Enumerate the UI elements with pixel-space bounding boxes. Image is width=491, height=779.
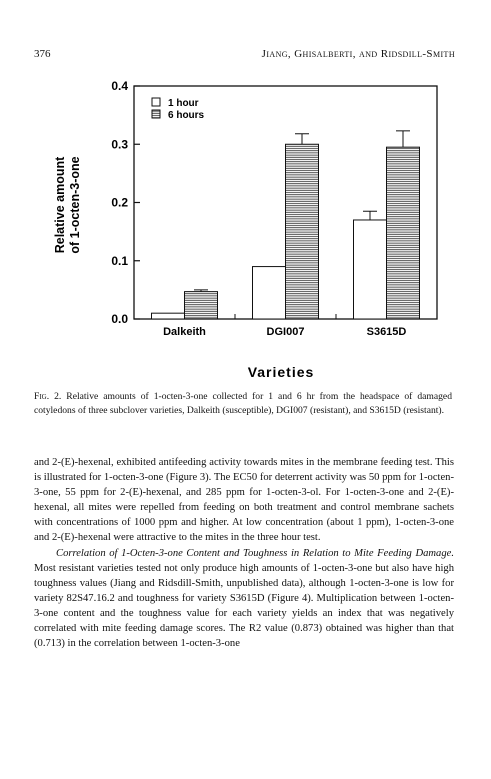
body-text — [34, 455, 454, 651]
y-tick-label: 0.4 — [111, 79, 128, 93]
y-tick-label: 0.3 — [111, 137, 128, 152]
section-heading: Correlation of 1-Octen-3-one Content and Toughness in Relation to Mite Feeding Damage. — [56, 547, 454, 559]
y-axis-label-line2: of 1-octen-3-one — [68, 156, 82, 254]
running-head: Jiang, Ghisalberti, and Ridsdill-Smith — [261, 48, 455, 60]
bar — [286, 144, 319, 319]
bar — [152, 313, 185, 319]
figure-caption-text: Relative amounts of 1-octen-3-one collected for 1 and 6 hr from the headspace of damaged cotyledons of three subclover varieties, Dalkeith (susceptible), DGI007 (resistant), and S3615D (resistant). — [34, 391, 452, 416]
x-tick-label: Dalkeith — [163, 326, 206, 338]
legend-swatch — [152, 110, 160, 118]
y-tick-label: 0.1 — [111, 253, 128, 268]
y-axis-label-line1: Relative amount — [53, 156, 67, 254]
legend-swatch — [152, 98, 160, 106]
legend-label: 1 hour — [168, 98, 199, 109]
legend-label: 6 hours — [168, 110, 205, 121]
bar-chart — [0, 0, 491, 385]
x-axis-label: Varieties — [247, 364, 315, 380]
paragraph — [34, 546, 454, 652]
figure-label: Fig. 2. — [34, 391, 62, 402]
y-tick-label: 0.2 — [111, 195, 128, 210]
bar — [253, 267, 286, 319]
x-tick-label: DGI007 — [266, 326, 305, 338]
figure-caption — [34, 390, 452, 418]
paragraph: and 2-(E)-hexenal, exhibited antifeeding activity towards mites in the membrane feeding test. This is illustrated for 1-octen-3-one (Figure 3). The EC50 for deterrent activity was 50 ppm for 1-octen-3-one, 55 ppm for 2-(E)-hexenal, and 285 ppm for 1-octen-3-ol. For 1-octen-3-one and 2-(E)-hexenal, all mites were repelled from feeding on both treatment and control membrane sachets with concentrations of 1000 ppm and higher. At low concentration (about 1 ppm), 1-octen-3-one and 2-(E)-hexenal were attractive to the mites in the three hour test. — [34, 457, 454, 544]
y-tick-label: 0.0 — [111, 312, 128, 326]
paragraph-text: Most resistant varieties tested not only produce high amounts of 1-octen-3-one but also have high toughness values (Jiang and Ridsdill-Smith, unpublished data), although 1-octen-3-one is low for variety 82S47.16.2 and toughness for variety S3615D (Figure 4). Multiplication between 1-octen-3-one content and the toughness value for each variety yields an index that was negatively correlated with mite feeding damage scores. The R2 value (0.873) obtained was higher than that (0.713) in the correlation between 1-octen-3-one — [34, 562, 454, 650]
bar — [354, 220, 387, 319]
bar — [185, 292, 218, 319]
bar — [387, 147, 420, 319]
page-number: 376 — [34, 48, 51, 60]
x-tick-label: S3615D — [366, 326, 407, 338]
